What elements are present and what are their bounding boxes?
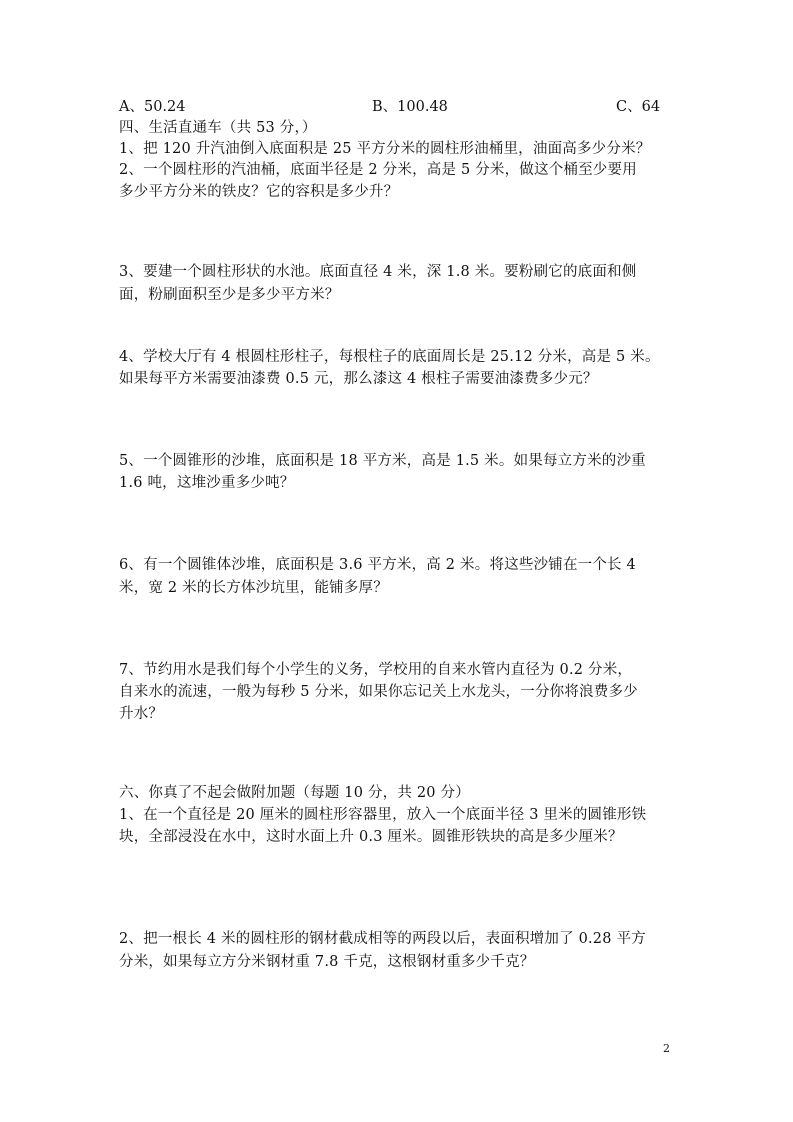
section-4-heading: 四、生活直通车（共 53 分，） [119,120,317,136]
s4-question-1-line-1: 1、把 120 升汽油倒入底面积是 25 平方分米的圆柱形油桶里，油面高多少分米？ [119,141,651,157]
s6-question-2-line-2: 分米，如果每立方分米钢材重 7.8 千克，这根钢材重多少千克？ [119,954,535,970]
section-6-heading: 六、你真了不起会做附加题（每题 10 分，共 20 分） [119,785,470,801]
s6-question-1-line-2: 块，全部浸没在水中，这时水面上升 0.3 厘米。圆锥形铁块的高是多少厘米？ [119,829,623,845]
s4-question-4-line-2: 如果每平方米需要油漆费 0.5 元，那么漆这 4 根柱子需要油漆费多少元？ [119,371,598,387]
s4-question-2-line-1: 2、一个圆柱形的汽油桶，底面半径是 2 分米，高是 5 分米，做这个桶至少要用 [119,162,637,178]
s4-question-3-line-1: 3、要建一个圆柱形状的水池。底面直径 4 米，深 1.8 米。要粉刷它的底面和侧 [119,264,637,280]
s4-question-7-line-3: 升水？ [119,706,164,722]
s4-question-5-line-1: 5、一个圆锥形的沙堆，底面积是 18 平方米，高是 1.5 米。如果每立方米的沙重 [119,453,646,469]
s4-question-3-line-2: 面，粉刷面积至少是多少平方米？ [119,287,340,303]
s6-question-1-line-1: 1、在一个直径是 20 厘米的圆柱形容器里，放入一个底面半径 3 里米的圆锥形铁 [119,807,647,823]
s4-question-6-line-2: 米，宽 2 米的长方体沙坑里，能铺多厚？ [119,580,388,596]
s4-question-7-line-1: 7、节约用水是我们每个小学生的义务，学校用的自来水管内直径为 0.2 分米， [119,662,633,678]
page-number: 2 [663,1042,670,1055]
s6-question-2-line-1: 2、把一根长 4 米的圆柱形的钢材截成相等的两段以后，表面积增加了 0.28 平方 [119,931,646,947]
option-b: B、100.48 [372,99,448,115]
s4-question-6-line-1: 6、有一个圆锥体沙堆，底面积是 3.6 平方米，高 2 米。将这些沙铺在一个长 4 [119,557,636,573]
s4-question-4-line-1: 4、学校大厅有 4 根圆柱形柱子，每根柱子的底面周长是 25.12 分米，高是 5 米。 [119,349,660,365]
s4-question-7-line-2: 自来水的流速，一般为每秒 5 分米，如果你忘记关上水龙头，一分你将浪费多少 [119,684,638,700]
option-c: C、64 [616,99,661,115]
s4-question-2-line-2: 多少平方分米的铁皮？它的容积是多少升？ [119,184,399,200]
s4-question-5-line-2: 1.6 吨，这堆沙重多少吨？ [119,475,295,491]
option-a: A、50.24 [119,99,186,115]
